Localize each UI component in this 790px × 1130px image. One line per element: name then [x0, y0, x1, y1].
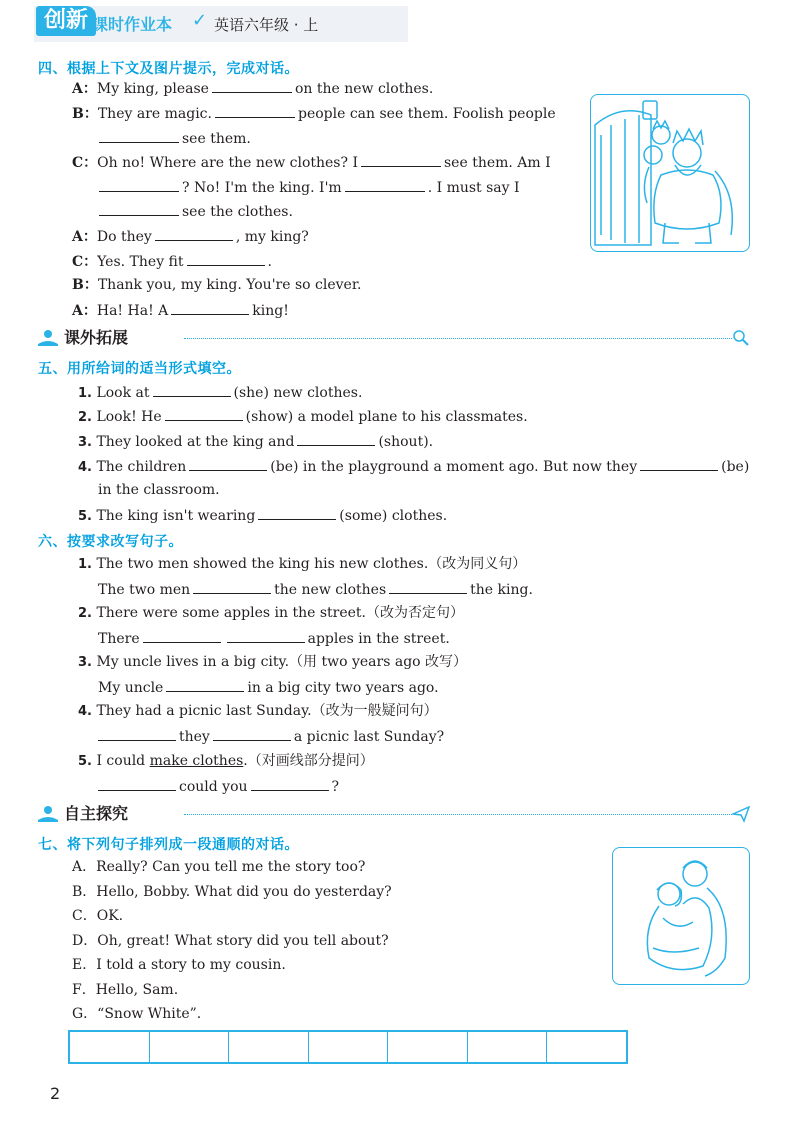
answer-blank[interactable]: [389, 579, 467, 594]
dialog-option: G．“Snow White”.: [72, 1006, 202, 1022]
answer-blank[interactable]: [165, 406, 243, 421]
exercise-answer: could you ?: [98, 776, 339, 797]
underlined-phrase: make clothes: [149, 753, 244, 769]
answer-blank[interactable]: [98, 776, 176, 791]
section4-title: 四、根据上下文及图片提示，完成对话。: [38, 61, 299, 77]
answer-blank[interactable]: [155, 226, 233, 241]
answer-blank[interactable]: [215, 103, 295, 118]
exercise-item: 4. The children (be) in the playground a moment ago. But now they (be): [78, 456, 749, 478]
answer-cell[interactable]: [229, 1032, 309, 1062]
exercise-answer: My uncle in a big city two years ago.: [98, 677, 439, 698]
dialog-option: C．OK.: [72, 908, 124, 924]
section7-title: 七、将下列句子排列成一段通顺的对话。: [38, 837, 299, 853]
dialog-line: see the clothes.: [96, 201, 293, 222]
dialog-option: E．I told a story to my cousin.: [72, 957, 286, 973]
answer-order-table: [68, 1030, 628, 1064]
dialog-line: A：Do they , my king?: [72, 226, 309, 247]
answer-blank[interactable]: [189, 456, 267, 471]
section6-title: 六、按要求改写句子。: [38, 534, 183, 550]
exercise-item: 3. They looked at the king and (shout).: [78, 431, 433, 453]
dialog-option: A．Really? Can you tell me the story too?: [72, 859, 366, 875]
brand-logo: 创新: [36, 6, 96, 36]
answer-cell[interactable]: [468, 1032, 548, 1062]
couple-drawing: [613, 848, 748, 983]
answer-blank[interactable]: [187, 251, 265, 266]
answer-cell[interactable]: [150, 1032, 230, 1062]
page-number: 2: [50, 1084, 61, 1103]
dialog-option: D．Oh, great! What story did you tell about?: [72, 933, 389, 949]
exercise-question: 1. The two men showed the king his new clothes.（改为同义句）: [78, 556, 527, 572]
exercise-question: 4. They had a picnic last Sunday.（改为一般疑问句）: [78, 703, 438, 719]
answer-blank[interactable]: [171, 300, 249, 315]
exercise-answer: There apples in the street.: [98, 628, 450, 649]
answer-blank[interactable]: [227, 628, 305, 643]
dialog-option: F．Hello, Sam.: [72, 982, 179, 998]
answer-blank[interactable]: [640, 456, 718, 471]
section-banner-extension: 课外拓展: [34, 326, 750, 350]
king-illustration: [590, 94, 750, 252]
exercise-answer: they a picnic last Sunday?: [98, 726, 444, 747]
exercise-answer: The two men the new clothes the king.: [98, 579, 533, 600]
dialog-line: B：Thank you, my king. You're so clever.: [72, 277, 362, 293]
exercise-question: 2. There were some apples in the street.（改为否定句）: [78, 605, 464, 621]
exercise-item: 5. The king isn't wearing (some) clothes.: [78, 505, 447, 527]
answer-cell[interactable]: [309, 1032, 389, 1062]
answer-blank[interactable]: [361, 152, 441, 167]
answer-blank[interactable]: [212, 78, 292, 93]
exercise-item: 1. Look at (she) new clothes.: [78, 382, 362, 404]
dialog-line: C：Yes. They fit .: [72, 251, 272, 272]
brand-subtitle: 课时作业本: [92, 15, 173, 34]
answer-cell[interactable]: [388, 1032, 468, 1062]
paper-plane-icon: [732, 805, 750, 823]
answer-blank[interactable]: [99, 201, 179, 216]
answer-blank[interactable]: [345, 177, 425, 192]
exercise-question: 5. I could make clothes.（对画线部分提问）: [78, 753, 374, 769]
answer-blank[interactable]: [99, 177, 179, 192]
exercise-item-continued: in the classroom.: [98, 482, 220, 498]
snow-white-illustration: [612, 847, 750, 985]
answer-blank[interactable]: [143, 628, 221, 643]
king-drawing: [591, 95, 748, 250]
exercise-item: 2. Look! He (show) a model plane to his classmates.: [78, 406, 528, 428]
answer-blank[interactable]: [258, 505, 336, 520]
answer-blank[interactable]: [166, 677, 244, 692]
answer-blank[interactable]: [153, 382, 231, 397]
answer-blank[interactable]: [297, 431, 375, 446]
answer-cell[interactable]: [70, 1032, 150, 1062]
answer-blank[interactable]: [193, 579, 271, 594]
magnifier-icon: [732, 329, 750, 347]
dialog-line: B：They are magic. people can see them. Foolish people: [72, 103, 556, 124]
answer-blank[interactable]: [251, 776, 329, 791]
pen-check-icon: ✓: [192, 10, 208, 31]
dialog-line: A：Ha! Ha! A king!: [72, 300, 289, 321]
exercise-question: 3. My uncle lives in a big city.（用 two years ago 改写）: [78, 654, 468, 670]
dialog-line: A：My king, please on the new clothes.: [72, 78, 433, 99]
answer-cell[interactable]: [547, 1032, 626, 1062]
dialog-line: see them.: [96, 128, 251, 149]
answer-blank[interactable]: [213, 726, 291, 741]
section-banner-self-study: 自主探究: [34, 802, 750, 826]
answer-blank[interactable]: [99, 128, 179, 143]
section5-title: 五、用所给词的适当形式填空。: [38, 361, 241, 377]
answer-blank[interactable]: [98, 726, 176, 741]
header-grade: 英语六年级 · 上: [214, 16, 319, 34]
dialog-line: C：Oh no! Where are the new clothes? I see them. Am I: [72, 152, 551, 173]
dialog-line: ? No! I'm the king. I'm . I must say I: [96, 177, 520, 198]
dialog-option: B．Hello, Bobby. What did you do yesterday?: [72, 884, 392, 900]
